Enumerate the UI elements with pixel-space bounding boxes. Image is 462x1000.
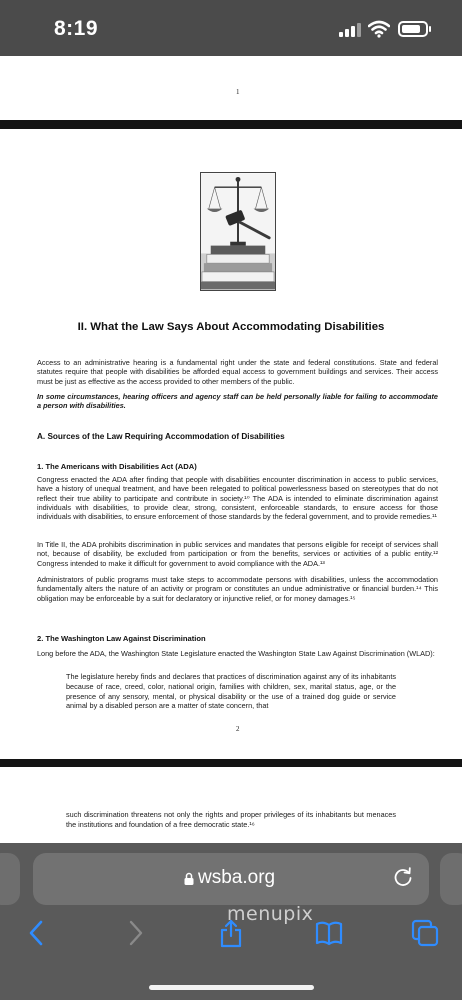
status-bar xyxy=(0,0,462,56)
page-divider xyxy=(0,759,462,767)
previous-tab[interactable] xyxy=(0,853,20,905)
section-heading: A. Sources of the Law Requiring Accommodation of Disabilities xyxy=(37,432,285,441)
subsection-heading-wlad: 2. The Washington Law Against Discrimination xyxy=(37,634,206,643)
lock-icon xyxy=(184,872,194,885)
ada-paragraph-1: Congress enacted the ADA after finding that people with disabilities encounter discrimination in access to public services, have a history of unequal treatment, and have been relegated to political powerlessness based on stereotypes that do not reflect their true ability to participate and contribute in society.¹⁰ The ADA is intended to eliminate discrimination against individuals with disabilities, to provide clear, strong, consistent, enforceable standards, to ensure access for those individuals with disabilities, to ensure enforcement of those standards by the federal government, and to provide remedies.¹¹ xyxy=(37,475,438,522)
status-time: 8:19 xyxy=(54,17,99,40)
gavel-scales-illustration xyxy=(200,172,276,291)
battery-icon xyxy=(398,21,428,37)
ada-paragraph-2: In Title II, the ADA prohibits discrimination in public services and mandates that persons eligible for receipt of services shall not, because of disability, be excluded from participation or from the benefits, services or activities of a public entity.¹² Congress intended to make it difficult for government to avoid compliance with the ADA.¹³ xyxy=(37,540,438,568)
page-number: 2 xyxy=(236,725,240,733)
home-indicator xyxy=(149,985,314,990)
bookmarks-icon[interactable] xyxy=(314,918,344,948)
url-text[interactable]: wsba.org xyxy=(198,867,276,888)
wlad-paragraph: Long before the ADA, the Washington State Legislature enacted the Washington State Law Against Discrimination (WLAD): xyxy=(37,649,435,658)
document-title: II. What the Law Says About Accommodating Disabilities xyxy=(77,321,385,333)
reload-icon[interactable] xyxy=(392,866,414,888)
wifi-icon xyxy=(368,20,390,38)
forward-icon[interactable] xyxy=(120,918,150,948)
subsection-heading-ada: 1. The Americans with Disabilities Act (ADA) xyxy=(37,462,197,471)
wlad-quote-continued: such discrimination threatens not only the rights and proper privileges of its inhabitants but menaces the institutions and foundation of a free democratic state.¹⁶ xyxy=(66,810,396,829)
liability-warning: In some circumstances, hearing officers and agency staff can be held personally liable for failing to accommodate a person with disabilities. xyxy=(37,392,438,411)
next-tab[interactable] xyxy=(440,853,462,905)
cellular-signal-icon xyxy=(339,23,361,37)
watermark: menupix xyxy=(227,903,314,925)
tabs-icon[interactable] xyxy=(410,918,440,948)
back-icon[interactable] xyxy=(22,918,52,948)
intro-paragraph: Access to an administrative hearing is a fundamental right under the state and federal constitutions. State and federal statutes require that people with disabilities be afforded equal access to government buildings and services. Their access must be just as effective as the access provided to other members of the public. xyxy=(37,358,438,386)
wlad-quote: The legislature hereby finds and declares that practices of discrimination against any of its inhabitants because of race, creed, color, national origin, families with children, sex, marital status, age, or the presence of any sensory, mental, or physical disability or the use of a trained dog guide or service animal by a disabled person are a matter of state concern, that xyxy=(66,672,396,711)
page-number: 1 xyxy=(236,88,240,96)
page-divider xyxy=(0,120,462,129)
ada-paragraph-3: Administrators of public programs must take steps to accommodate persons with disabilities, unless the accommodation fundamentally alters the nature of an activity or program or constitutes an undue administrative or financial burden.¹⁴ This obligation may be enforceable by a suit for declaratory or injunctive relief, or for money damages.¹⁵ xyxy=(37,575,438,603)
